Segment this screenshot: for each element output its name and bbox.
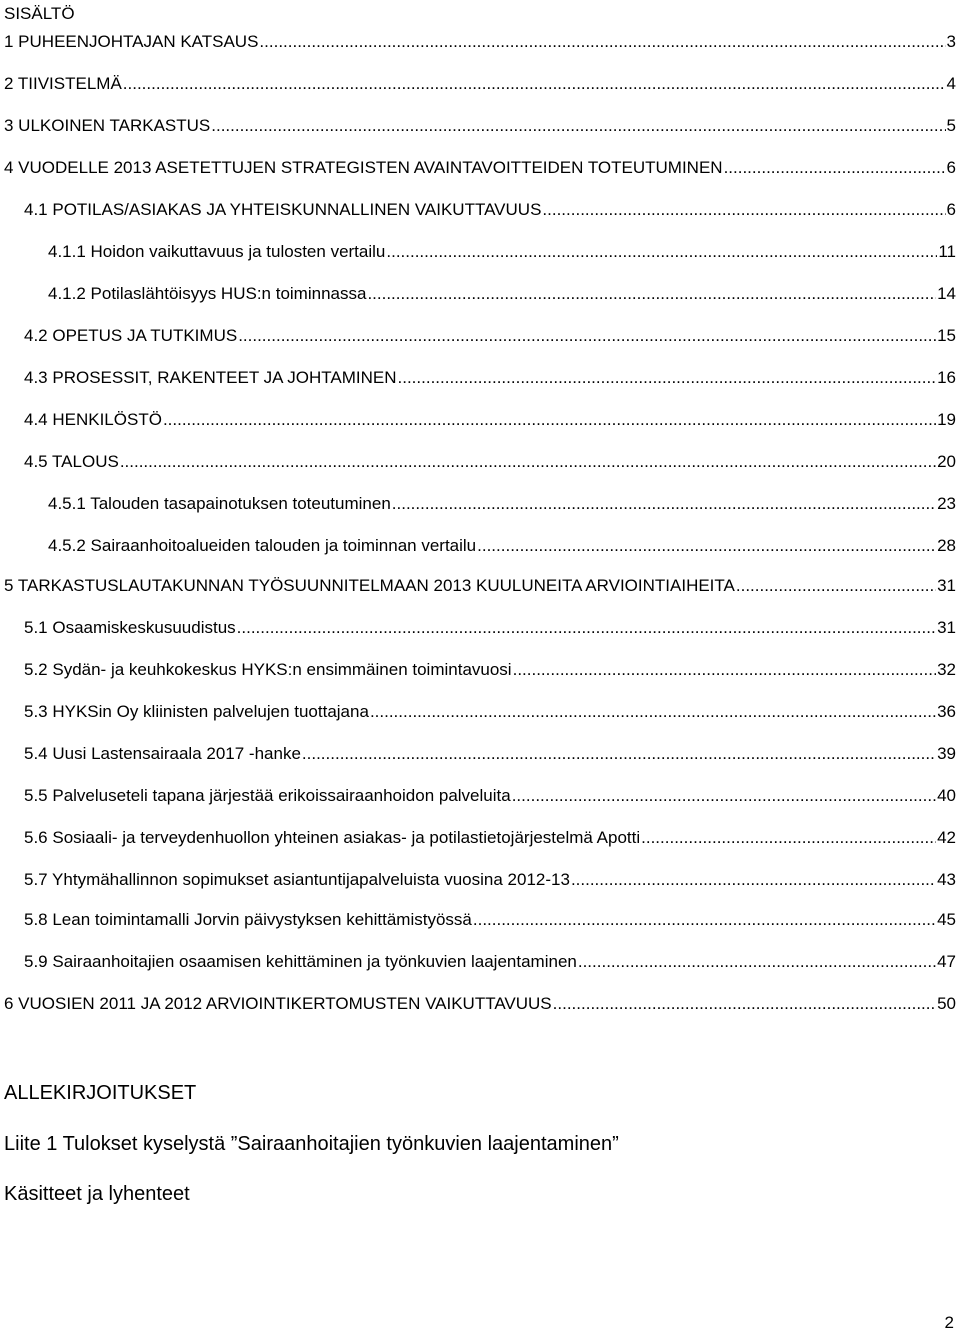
toc-entry-page: 40 — [937, 786, 956, 805]
toc-entry[interactable] — [24, 827, 956, 849]
toc-entry[interactable] — [24, 869, 956, 891]
toc-dot-leader — [163, 409, 936, 431]
toc-entry-page: 36 — [937, 702, 956, 721]
toc-dot-leader — [736, 575, 936, 597]
toc-entry[interactable] — [4, 31, 956, 53]
toc-dot-leader — [386, 241, 937, 263]
toc-entry-label: 1 PUHEENJOHTAJAN KATSAUS — [4, 32, 259, 51]
toc-entry-label: 5.8 Lean toimintamalli Jorvin päivystyksen kehittämistyössä — [24, 910, 472, 929]
toc-entry[interactable] — [24, 367, 956, 389]
toc-entry-page: 5 — [946, 116, 956, 135]
toc-entry-page: 43 — [937, 870, 956, 889]
toc-dot-leader — [473, 909, 936, 931]
glossary-title: Käsitteet ja lyhenteet — [4, 1183, 190, 1205]
toc-entry[interactable] — [24, 409, 956, 431]
toc-entry-label: 5.9 Sairaanhoitajien osaamisen kehittäminen ja työnkuvien laajentaminen — [24, 952, 577, 971]
toc-entry-page: 50 — [937, 994, 956, 1013]
toc-entry-label: 5.5 Palveluseteli tapana järjestää erikoissairaanhoidon palveluita — [24, 786, 511, 805]
toc-entry[interactable] — [24, 199, 956, 221]
toc-dot-leader — [477, 535, 936, 557]
toc-entry-label: 4.2 OPETUS JA TUTKIMUS — [24, 326, 238, 345]
toc-entry[interactable] — [24, 617, 956, 639]
toc-dot-leader — [392, 493, 936, 515]
toc-entry[interactable] — [48, 535, 956, 557]
toc-entry-page: 6 — [946, 200, 956, 219]
toc-dot-leader — [370, 701, 936, 723]
toc-entry[interactable] — [4, 575, 956, 597]
toc-entry[interactable] — [24, 451, 956, 473]
toc-entry-label: 5.2 Sydän- ja keuhkokeskus HYKS:n ensimmäinen toimintavuosi — [24, 660, 512, 679]
toc-dot-leader — [513, 659, 936, 681]
toc-title: SISÄLTÖ — [4, 4, 75, 23]
toc-entry-label: 4.3 PROSESSIT, RAKENTEET JA JOHTAMINEN — [24, 368, 397, 387]
toc-dot-leader — [238, 325, 936, 347]
toc-entry[interactable] — [4, 157, 956, 179]
toc-dot-leader — [542, 199, 945, 221]
toc-entry[interactable] — [4, 73, 956, 95]
toc-dot-leader — [512, 785, 936, 807]
toc-entry-label: 5.6 Sosiaali- ja terveydenhuollon yhteinen asiakas- ja potilastietojärjestelmä Apotti — [24, 828, 641, 847]
toc-entry[interactable] — [48, 283, 956, 305]
toc-entry-label: 5.7 Yhtymähallinnon sopimukset asiantuntijapalveluista vuosina 2012-13 — [24, 870, 570, 889]
toc-entry-label: 2 TIIVISTELMÄ — [4, 74, 122, 93]
toc-dot-leader — [259, 31, 945, 53]
toc-entry-page: 47 — [937, 952, 956, 971]
toc-dot-leader — [571, 869, 936, 891]
toc-entry-page: 19 — [937, 410, 956, 429]
toc-entry-page: 28 — [937, 536, 956, 555]
toc-entry-page: 11 — [938, 242, 956, 261]
toc-dot-leader — [367, 283, 936, 305]
toc-entry-label: 5.3 HYKSin Oy kliinisten palvelujen tuottajana — [24, 702, 369, 721]
toc-entry-page: 15 — [937, 326, 956, 345]
toc-entry-label: 4 VUODELLE 2013 ASETETTUJEN STRATEGISTEN AVAINTAVOITTEIDEN TOTEUTUMINEN — [4, 158, 723, 177]
toc-entry-label: 4.1.2 Potilaslähtöisyys HUS:n toiminnassa — [48, 284, 367, 303]
toc-dot-leader — [120, 451, 936, 473]
toc-entry-page: 42 — [937, 828, 956, 847]
toc-entry-label: 5.4 Uusi Lastensairaala 2017 -hanke — [24, 744, 301, 763]
toc-entry-page: 6 — [946, 158, 956, 177]
toc-entry-page: 20 — [937, 452, 956, 471]
toc-entry[interactable] — [4, 993, 956, 1015]
toc-entry-label: 6 VUOSIEN 2011 JA 2012 ARVIOINTIKERTOMUSTEN VAIKUTTAVUUS — [4, 994, 552, 1013]
toc-entry-label: 4.1 POTILAS/ASIAKAS JA YHTEISKUNNALLINEN VAIKUTTAVUUS — [24, 200, 542, 219]
toc-entry[interactable] — [4, 115, 956, 137]
toc-entry[interactable] — [24, 325, 956, 347]
toc-entry[interactable] — [24, 701, 956, 723]
toc-entry-label: 4.5.2 Sairaanhoitoalueiden talouden ja toiminnan vertailu — [48, 536, 477, 555]
toc-dot-leader — [724, 157, 946, 179]
toc-entry-label: 4.5 TALOUS — [24, 452, 119, 471]
toc-entry-page: 31 — [937, 576, 956, 595]
toc-dot-leader — [237, 617, 936, 639]
toc-dot-leader — [211, 115, 945, 137]
page-number: 2 — [944, 1313, 954, 1332]
toc-entry-page: 16 — [937, 368, 956, 387]
toc-entry-page: 45 — [937, 910, 956, 929]
toc-dot-leader — [578, 951, 936, 973]
toc-entry-label: 5 TARKASTUSLAUTAKUNNAN TYÖSUUNNITELMAAN 2013 KUULUNEITA ARVIOINTIAIHEITA — [4, 576, 735, 595]
toc-entry-page: 32 — [937, 660, 956, 679]
toc-entry[interactable] — [24, 743, 956, 765]
toc-entry-label: 3 ULKOINEN TARKASTUS — [4, 116, 211, 135]
toc-entry-page: 3 — [946, 32, 956, 51]
toc-dot-leader — [641, 827, 936, 849]
toc-dot-leader — [302, 743, 936, 765]
toc-dot-leader — [553, 993, 936, 1015]
toc-entry[interactable] — [48, 493, 956, 515]
signatures-heading: ALLEKIRJOITUKSET — [4, 1082, 197, 1104]
toc-entry[interactable] — [24, 785, 956, 807]
appendix-title: Liite 1 Tulokset kyselystä ”Sairaanhoitajien työnkuvien laajentaminen” — [4, 1133, 619, 1155]
toc-entry-page: 31 — [937, 618, 956, 637]
toc-dot-leader — [123, 73, 946, 95]
toc-entry-page: 4 — [946, 74, 956, 93]
toc-entry-label: 4.4 HENKILÖSTÖ — [24, 410, 162, 429]
toc-entry-label: 5.1 Osaamiskeskusuudistus — [24, 618, 236, 637]
toc-dot-leader — [398, 367, 937, 389]
toc-entry[interactable] — [24, 951, 956, 973]
toc-entry[interactable] — [24, 909, 956, 931]
toc-entry-page: 14 — [937, 284, 956, 303]
toc-entry[interactable] — [48, 241, 956, 263]
toc-entry-label: 4.1.1 Hoidon vaikuttavuus ja tulosten vertailu — [48, 242, 386, 261]
toc-entry[interactable] — [24, 659, 956, 681]
toc-entry-label: 4.5.1 Talouden tasapainotuksen toteutuminen — [48, 494, 391, 513]
toc-entry-page: 23 — [937, 494, 956, 513]
toc-entry-page: 39 — [937, 744, 956, 763]
